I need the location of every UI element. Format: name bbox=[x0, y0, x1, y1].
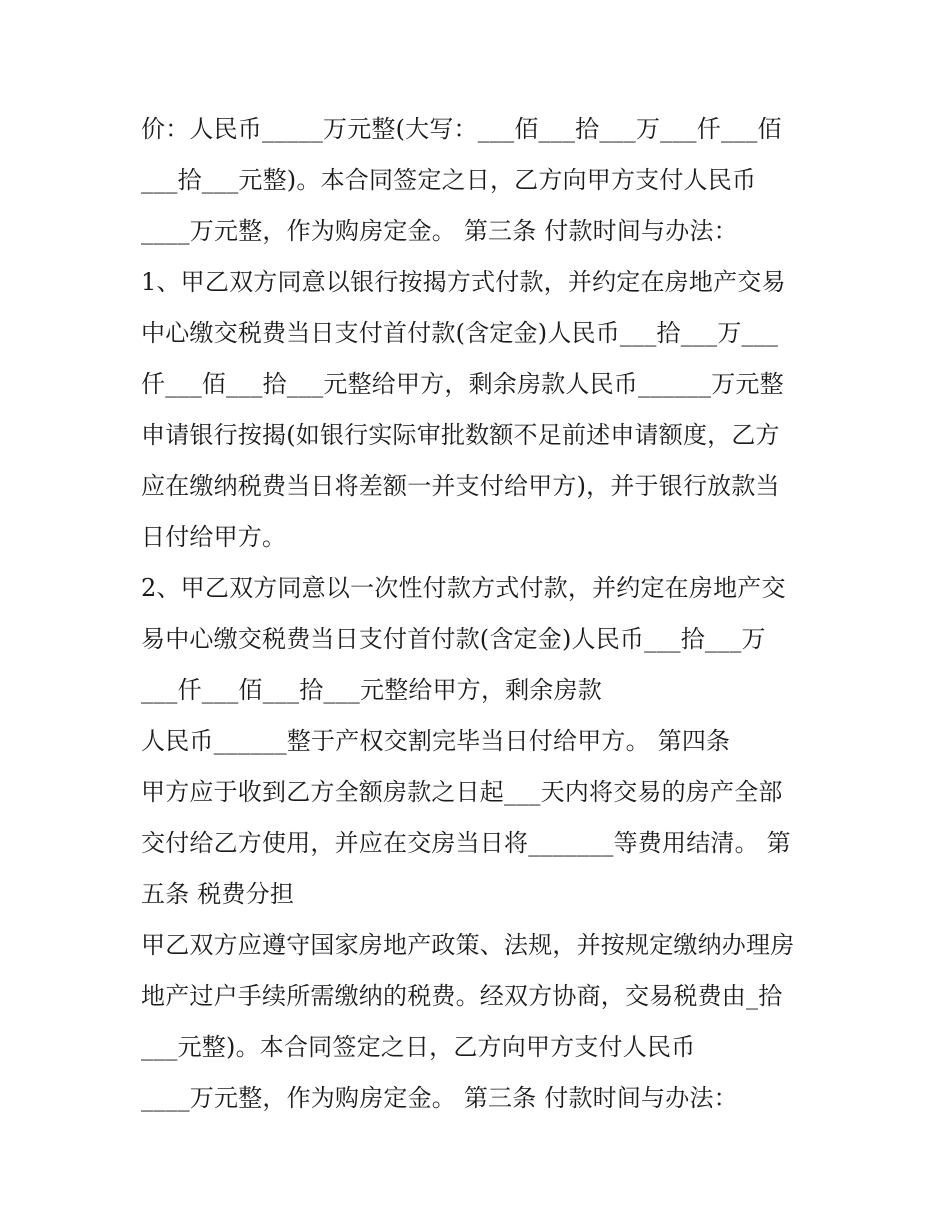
text-line: 五条 税费分担 bbox=[141, 880, 295, 908]
text-line: 价：人民币_____万元整(大写：___佰___拾___万___仟___佰 bbox=[141, 115, 782, 143]
text-line: 申请银行按揭(如银行实际审批数额不足前述申请额度，乙方 bbox=[141, 421, 780, 449]
text-line: 2、甲乙双方同意以一次性付款方式付款，并约定在房地产交 bbox=[141, 574, 786, 602]
text-line: 甲方应于收到乙方全额房款之日起___天内将交易的房产全部 bbox=[141, 778, 783, 806]
text-line: 地产过户手续所需缴纳的税费。经双方协商，交易税费由_拾 bbox=[141, 982, 783, 1010]
text-line: 日付给甲方。 bbox=[141, 523, 287, 551]
text-line: 易中心缴交税费当日支付首付款(含定金)人民币___拾___万 bbox=[141, 625, 766, 653]
text-line: ____万元整，作为购房定金。 第三条 付款时间与办法： bbox=[141, 217, 738, 245]
text-line: 1、甲乙双方同意以银行按揭方式付款，并约定在房地产交易 bbox=[141, 268, 786, 296]
text-line: ___拾___元整)。本合同签定之日，乙方向甲方支付人民币 bbox=[141, 166, 757, 194]
text-line: 应在缴纳税费当日将差额一并支付给甲方)，并于银行放款当 bbox=[141, 472, 780, 500]
text-line: ____万元整，作为购房定金。 第三条 付款时间与办法： bbox=[141, 1084, 738, 1112]
text-line: 仟___佰___拾___元整给甲方，剩余房款人民币______万元整 bbox=[141, 370, 784, 398]
text-line: 人民币______整于产权交割完毕当日付给甲方。 第四条 bbox=[141, 727, 731, 755]
text-line: 中心缴交税费当日支付首付款(含定金)人民币___拾___万___ bbox=[141, 319, 779, 347]
contract-text bbox=[141, 104, 841, 1124]
text-line: ___仟___佰___拾___元整给甲方，剩余房款 bbox=[141, 676, 602, 704]
text-line: ___元整)。本合同签定之日，乙方向甲方支付人民币 bbox=[141, 1033, 696, 1061]
text-line: 甲乙双方应遵守国家房地产政策、法规，并按规定缴纳办理房 bbox=[141, 931, 795, 959]
text-line: 交付给乙方使用，并应在交房当日将_______等费用结清。 第 bbox=[141, 829, 791, 857]
